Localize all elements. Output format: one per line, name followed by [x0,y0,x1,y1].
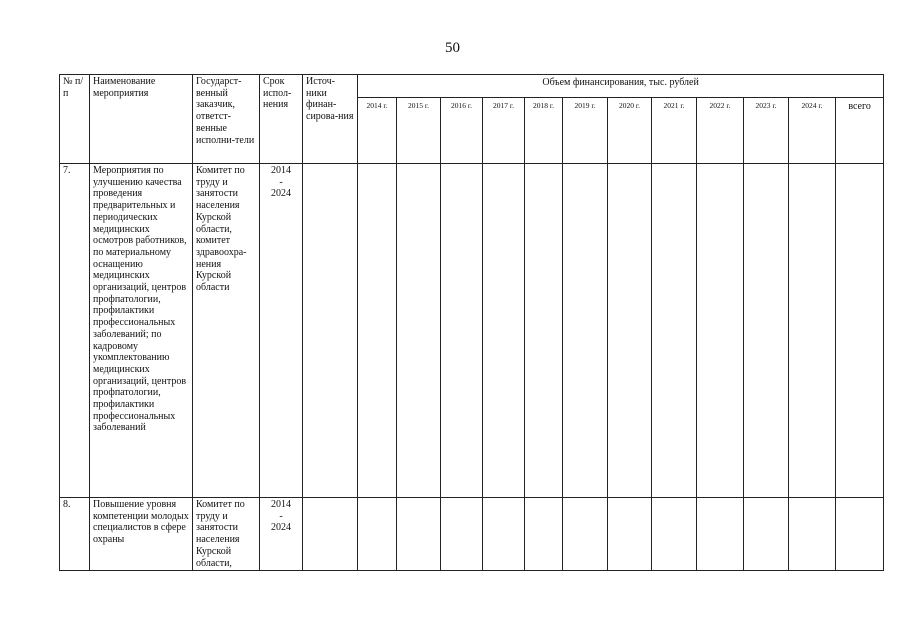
header-year-2017: 2017 г. [483,98,525,164]
cell-2021 [652,498,697,571]
row-num: 8. [60,498,90,571]
cell-2024 [789,498,836,571]
cell-2022 [697,498,744,571]
header-year-2015: 2015 г. [397,98,441,164]
row-name: Повышение уровня компетенции молодых специалистов в сфере охраны [90,498,193,571]
cell-2018 [525,498,563,571]
cell-2023 [744,164,789,498]
header-name: Наименование мероприятия [90,75,193,164]
term-sep: - [279,510,283,522]
cell-2019 [563,164,608,498]
cell-2022 [697,164,744,498]
table-row [60,164,884,498]
cell-2020 [608,164,652,498]
cell-2019 [563,498,608,571]
header-term: Срок испол-нения [260,75,303,164]
cell-total [836,498,884,571]
cell-total [836,164,884,498]
header-year-2014: 2014 г. [358,98,397,164]
cell-2024 [789,164,836,498]
header-num: № п/п [60,75,90,164]
row-name: Мероприятия по улучшению качества проведения предварительных и периодических медицинских осмотров работников, по материальному оснащению медицинских организаций, центров профпатологии, профилактики профессиональных заболеваний; по кадровому укомплектованию медицинских организаций, центров профпатологии, профилактики профессиональных заболеваний [90,164,193,498]
header-financing: Объем финансирования, тыс. рублей [358,75,884,98]
header-year-2016: 2016 г. [441,98,483,164]
term-sep: - [279,176,283,188]
term-start: 2014 [271,165,291,176]
header-source: Источ-ники финан-сирова-ния [303,75,358,164]
header-year-2024: 2024 г. [789,98,836,164]
cell-2017 [483,498,525,571]
row-customer: Комитет по труду и занятости населения Курской области, [193,498,260,571]
table-row [60,498,884,571]
header-year-2023: 2023 г. [744,98,789,164]
row-num: 7. [60,164,90,498]
cell-2017 [483,164,525,498]
header-year-2021: 2021 г. [652,98,697,164]
row-term [260,498,303,571]
header-year-2022: 2022 г. [697,98,744,164]
term-end: 2024 [271,522,291,534]
page-number: 50 [445,40,460,56]
cell-2021 [652,164,697,498]
row-term [260,164,303,498]
row-source [303,498,358,571]
cell-2016 [441,498,483,571]
cell-2020 [608,498,652,571]
cell-2015 [397,498,441,571]
header-total: всего [836,98,884,164]
header-year-2018: 2018 г. [525,98,563,164]
cell-2014 [358,498,397,571]
row-source [303,164,358,498]
term-start: 2014 [271,499,291,510]
cell-2016 [441,164,483,498]
header-customer: Государст-венный заказчик, ответст-венные исполни-тели [193,75,260,164]
cell-2018 [525,164,563,498]
header-year-2020: 2020 г. [608,98,652,164]
term-end: 2024 [271,188,291,200]
cell-2014 [358,164,397,498]
financing-table [59,74,884,571]
cell-2015 [397,164,441,498]
header-year-2019: 2019 г. [563,98,608,164]
row-customer: Комитет по труду и занятости населения Курской области, комитет здравоохра-нения Курской области [193,164,260,498]
cell-2023 [744,498,789,571]
